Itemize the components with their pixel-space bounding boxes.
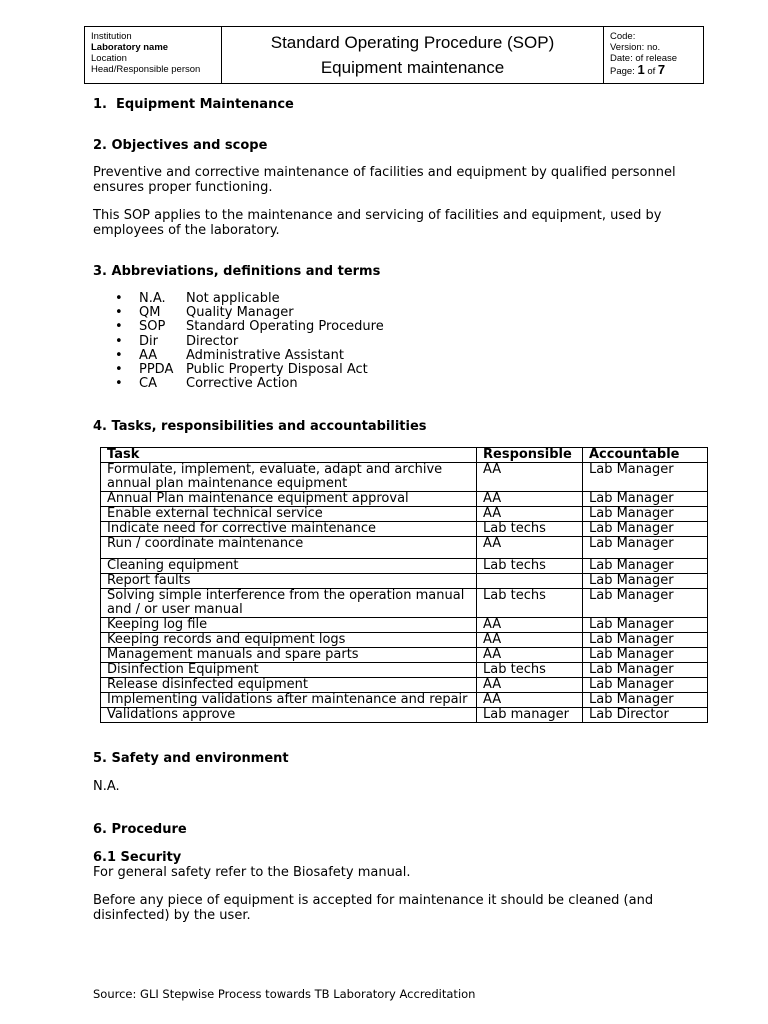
table-row: Cleaning equipment Lab techs Lab Manager (101, 559, 708, 574)
table-row: Release disinfected equipment AA Lab Manager (101, 678, 708, 693)
table-row: Run / coordinate maintenance AA Lab Manager (101, 537, 708, 559)
section-2-paragraph-1: Preventive and corrective maintenance of facilities and equipment by qualified personnel ensures proper functioning. (93, 165, 676, 195)
document-body (93, 97, 713, 923)
table-row: Keeping log file AA Lab Manager (101, 618, 708, 633)
table-row: Enable external technical service AA Lab Manager (101, 507, 708, 522)
table-row: Report faults Lab Manager (101, 574, 708, 589)
header-subtitle: Equipment maintenance (320, 57, 505, 77)
section-6-1-title: 6.1 Security (93, 850, 182, 866)
header-code: Code: (610, 31, 636, 42)
page-prefix: Page: (610, 66, 635, 77)
section-6-1-paragraph-1: For general safety refer to the Biosafety manual. (93, 865, 411, 881)
section-2-paragraph-2: This SOP applies to the maintenance and servicing of facilities and equipment, used by employees of the laboratory. (93, 208, 662, 238)
table-row: Keeping records and equipment logs AA Lab Manager (101, 633, 708, 648)
section-2-title: 2. Objectives and scope (93, 138, 268, 153)
header-date: Date: of release (610, 53, 678, 64)
section-6-1-paragraph-2: Before any piece of equipment is accepted for maintenance it should be cleaned (and disinfected) by the user. (93, 893, 654, 924)
section-1-title: 1. Equipment Maintenance (93, 97, 294, 112)
table-row: Indicate need for corrective maintenance Lab techs Lab Manager (101, 522, 708, 537)
list-item: • AA Administrative Assistant (115, 347, 344, 363)
table-row: Disinfection Equipment Lab techs Lab Manager (101, 663, 708, 678)
tasks-table (100, 447, 708, 723)
section-5-title: 5. Safety and environment (93, 751, 289, 767)
table-row: Implementing validations after maintenance and repair AA Lab Manager (101, 693, 708, 708)
table-row: Formulate, implement, evaluate, adapt and archive annual plan maintenance equipment AA Lab Manager (101, 463, 708, 492)
list-item: • SOP Standard Operating Procedure (115, 319, 384, 335)
column-header-responsible: Responsible (477, 448, 583, 463)
header-lab-name: Laboratory name (91, 42, 169, 53)
section-5-text: N.A. (93, 779, 120, 795)
list-item: • N.A. Not applicable (115, 291, 280, 306)
list-item: • CA Corrective Action (115, 376, 298, 392)
header-title: Standard Operating Procedure (SOP) (270, 32, 555, 52)
table-row: Management manuals and spare parts AA Lab Manager (101, 648, 708, 663)
header-page (610, 64, 697, 77)
table-row: Annual Plan maintenance equipment approval AA Lab Manager (101, 492, 708, 507)
abbreviation-list (93, 292, 713, 391)
header-location: Location (91, 53, 127, 64)
page-number: 1 (637, 62, 645, 77)
header-title-block (222, 27, 604, 83)
header-institution: Institution (91, 31, 132, 42)
section-6-title: 6. Procedure (93, 822, 187, 838)
section-4-title: 4. Tasks, responsibilities and accountabilities (93, 419, 427, 435)
column-header-accountable: Accountable (583, 448, 708, 463)
section-3-title: 3. Abbreviations, definitions and terms (93, 264, 381, 279)
list-item: • QM Quality Manager (115, 305, 294, 321)
column-header-task: Task (101, 448, 477, 463)
list-item: • PPDA Public Property Disposal Act (115, 362, 368, 378)
page-of: of (647, 66, 656, 77)
table-header-row (101, 448, 708, 463)
page-total: 7 (657, 62, 666, 77)
header-meta-block (604, 27, 703, 83)
header-version: Version: no. (610, 42, 661, 53)
header-institution-block (85, 27, 222, 83)
document-header (84, 26, 704, 84)
list-item: • Dir Director (115, 333, 239, 349)
header-head-person: Head/Responsible person (91, 64, 201, 75)
footer-source: Source: GLI Stepwise Process towards TB Laboratory Accreditation (93, 987, 476, 1001)
table-row: Validations approve Lab manager Lab Director (101, 708, 708, 723)
table-row: Solving simple interference from the operation manual and / or user manual Lab techs Lab Manager (101, 589, 708, 618)
